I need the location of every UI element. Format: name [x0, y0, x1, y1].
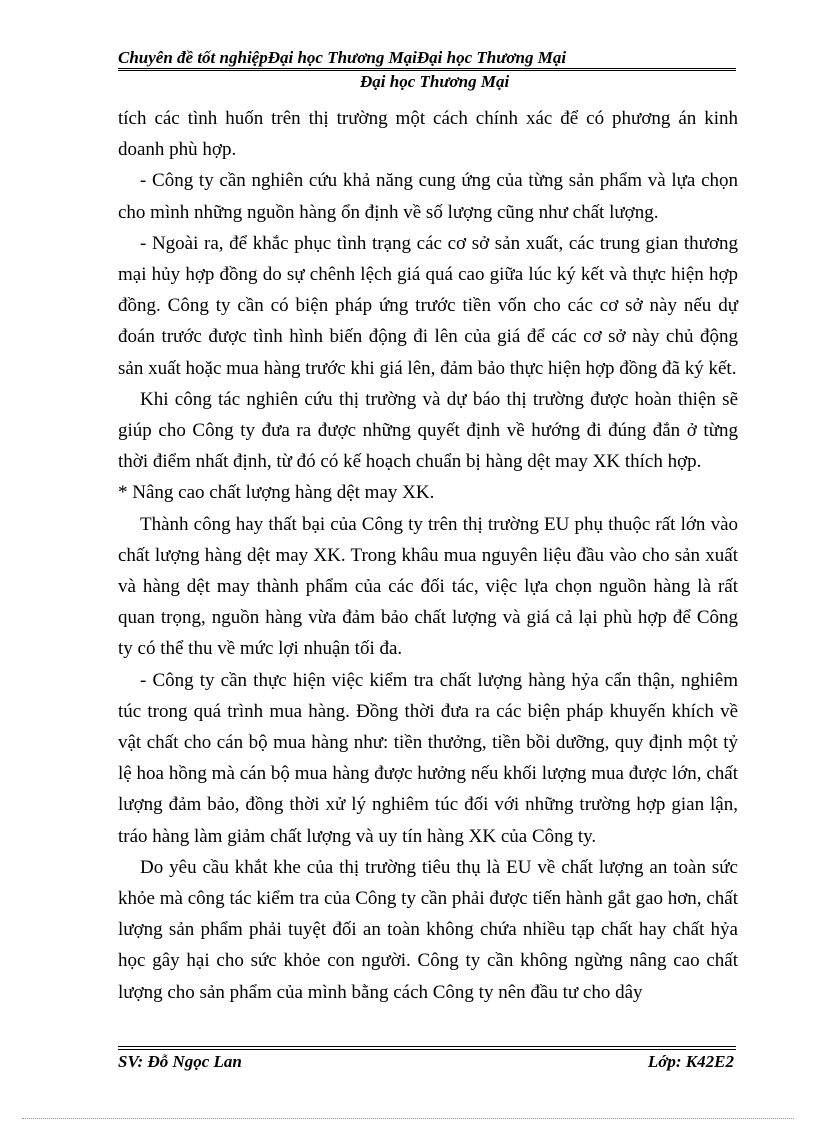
- header-title: Chuyên đề tốt nghiệpĐại học Thương MạiĐại học Thương Mại: [118, 48, 567, 67]
- paragraph-4: Khi công tác nghiên cứu thị trường và dự báo thị trường được hoàn thiện sẽ giúp cho Công ty đưa ra được những quyết định về hướng đi đúng đắn ở từng thời điểm nhất định, từ đó có kế hoạch chuẩn bị hàng dệt may XK thích hợp.: [118, 388, 738, 473]
- footer-rule-bottom: [118, 1049, 736, 1050]
- paragraph-6: - Công ty cần thực hiện việc kiểm tra chất lượng hàng hỷa cẩn thận, nghiêm túc trong quá trình mua hàng. Đồng thời đưa ra các biện pháp khuyến khích về vật chất cho cán bộ mua hàng như: tiền thưởng, tiền bồi dưỡng, quy định một tỷ lệ hoa hồng mà cán bộ mua hàng được hưởng nếu khối lượng mua được lớn, chất lượng đảm bảo, đồng thời xử lý nghiêm túc đối với những trường hợp gian lận, tráo hàng làm giảm chất lượng và uy tín hàng XK của Công ty.: [118, 669, 738, 847]
- paragraph-2: - Công ty cần nghiên cứu khả năng cung ứng của từng sản phẩm và lựa chọn cho mình những nguồn hàng ổn định về số lượng cũng như chất lượng.: [118, 170, 738, 223]
- section-heading: * Nâng cao chất lượng hàng dệt may XK.: [118, 482, 435, 504]
- header-rule-top: [118, 68, 736, 69]
- header-rule-bottom: [118, 70, 736, 71]
- header-subtitle: Đại học Thương Mại: [360, 72, 510, 91]
- page-edge-divider: [22, 1118, 794, 1119]
- body-text: [118, 103, 738, 1008]
- paragraph-7: Do yêu cầu khắt khe của thị trường tiêu thụ là EU về chất lượng an toàn sức khỏe mà công tác kiểm tra của Công ty cần phải được tiến hành gắt gao hơn, chất lượng sản phẩm phải tuyệt đối an toàn không chứa nhiều tạp chất hay chất hỷa học gây hại cho sức khỏe con người. Công ty cần không ngừng nâng cao chất lượng cho sản phẩm của mình bằng cách Công ty nên đầu tư cho dây: [118, 856, 738, 1003]
- footer-class: Lớp: K42E2: [647, 1052, 734, 1071]
- paragraph-1: tích các tình huốn trên thị trường một cách chính xác để có phương án kinh doanh phù hợp.: [118, 108, 738, 161]
- paragraph-5: Thành công hay thất bại của Công ty trên thị trường EU phụ thuộc rất lớn vào chất lượng hàng dệt may XK. Trong khâu mua nguyên liệu đầu vào cho sản xuất và hàng dệt may thành phẩm của các đối tác, việc lựa chọn nguồn hàng là rất quan trọng, nguồn hàng vừa đảm bảo chất lượng và giá cả lại phù hợp để Công ty có thể thu về mức lợi nhuận tối đa.: [118, 513, 738, 660]
- paragraph-3: - Ngoài ra, để khắc phục tình trạng các cơ sở sản xuất, các trung gian thương mại hủy hợp đồng do sự chênh lệch giá quá cao giữa lúc ký kết và thực hiện hợp đồng. Công ty cần có biện pháp ứng trước tiền vốn cho các cơ sở này nếu dự đoán trước được tình hình biến động đi lên của giá để các cơ sở này chủ động sản xuất hoặc mua hàng trước khi giá lên, đảm bảo thực hiện hợp đồng đã ký kết.: [118, 232, 738, 379]
- footer-student: SV: Đỗ Ngọc Lan: [118, 1052, 242, 1071]
- footer-rule-top: [118, 1046, 736, 1047]
